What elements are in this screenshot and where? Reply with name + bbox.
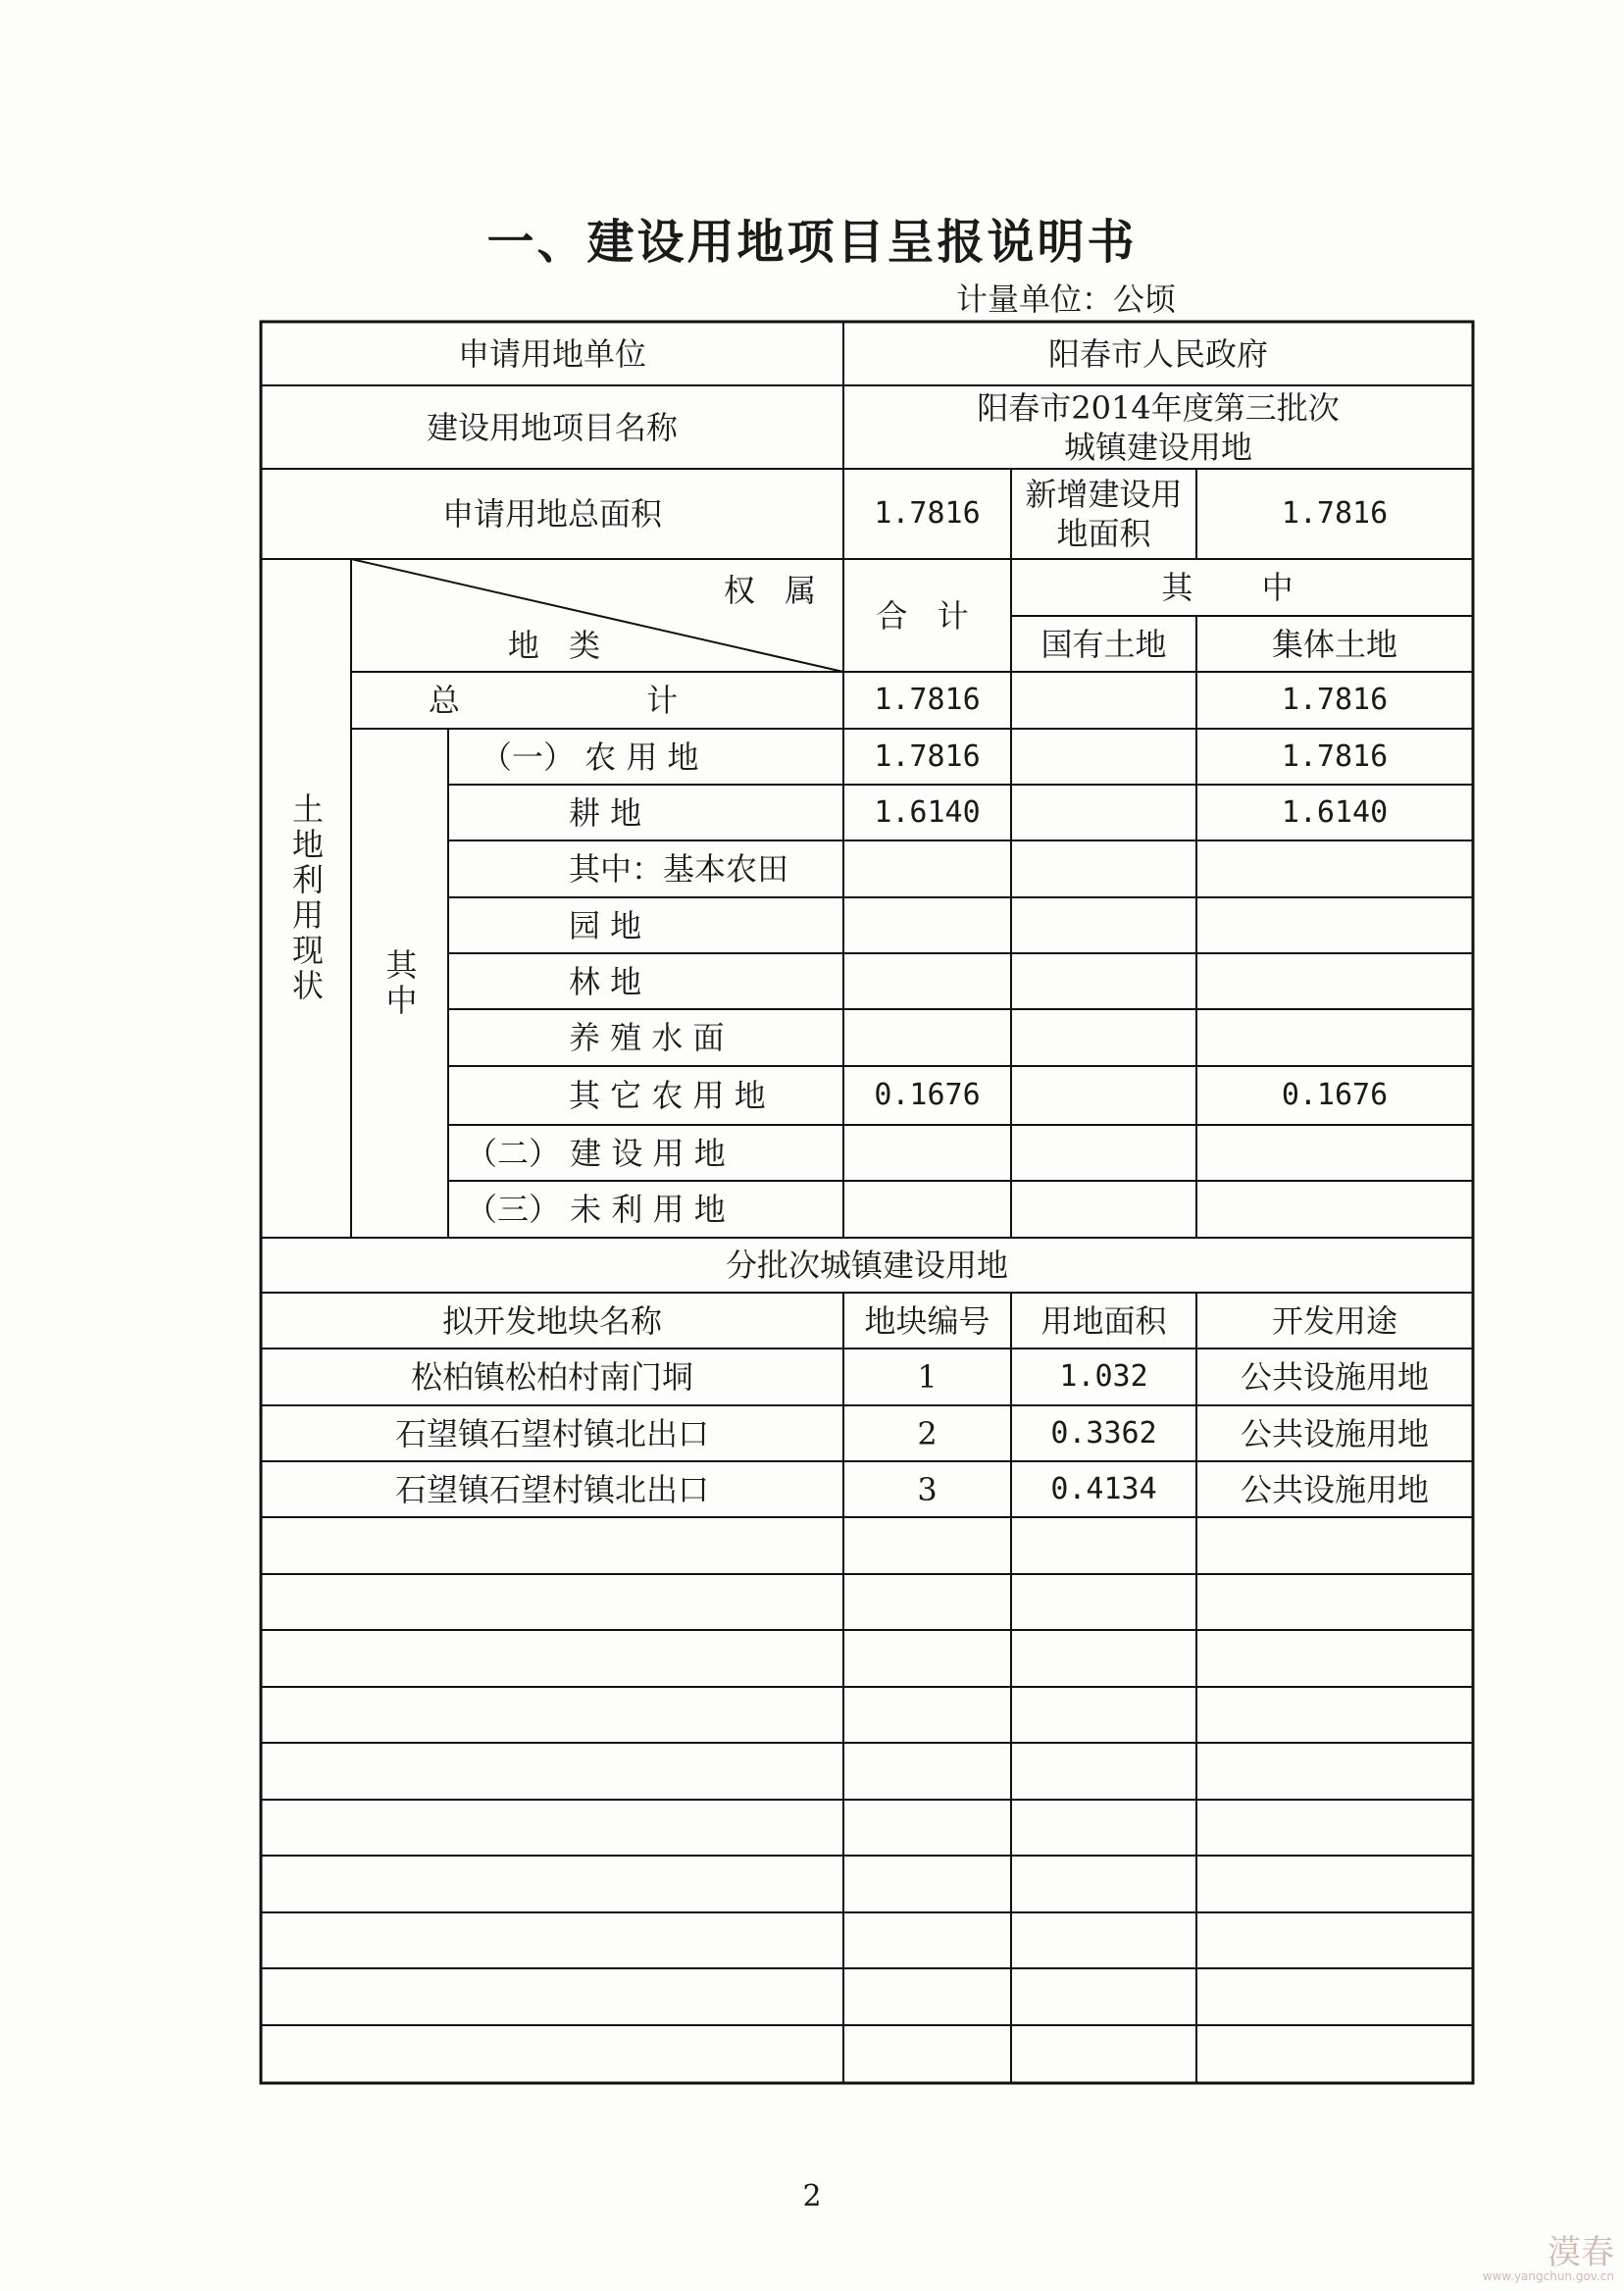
new-area-label-line1: 新增建设用 [1025,476,1183,513]
project-value [843,385,1473,469]
row-collective-cultivated: 1.6140 [1281,794,1389,830]
row-collective-forest [1196,953,1473,1009]
row-label-forest: 林 地 [569,962,642,1000]
project-label: 建设用地项目名称 [426,408,678,446]
header-total: 合 计 [876,596,979,635]
row-label-agricultural: （一） 农 用 地 [481,738,699,776]
row-state-garden [1011,897,1196,953]
row-state-cultivated [1011,785,1196,840]
row-total-unused [843,1181,1011,1238]
batch-col-use: 开发用途 [1271,1301,1397,1340]
row-label-grand-total: 总 计 [428,682,767,719]
land-use-sub-label: 其中 [381,947,419,1019]
row-state-other-agricultural [1011,1066,1196,1125]
new-area-label [1011,469,1196,559]
row-collective-agricultural: 1.7816 [1281,738,1389,774]
batch-row-3-area: 0.4134 [1050,1471,1157,1506]
batch-row-3-name: 石望镇石望村镇北出口 [394,1470,709,1508]
row-total-grand-total: 1.7816 [874,683,981,717]
row-collective-aquaculture [1196,1009,1473,1066]
row-collective-other-agricultural: 0.1676 [1281,1078,1389,1112]
batch-col-number: 地块编号 [864,1301,990,1340]
row-total-basic-farmland [843,840,1011,897]
batch-row-3-number: 3 [917,1470,938,1508]
header-ownership: 权 属 [723,572,827,609]
row-label-aquaculture: 养 殖 水 面 [569,1019,725,1056]
row-state-aquaculture [1011,1009,1196,1066]
watermark-mark: 漠春 [1548,2233,1614,2272]
batch-section-label: 分批次城镇建设用地 [725,1247,1008,1284]
batch-row-3-use: 公共设施用地 [1240,1470,1429,1508]
row-state-unused [1011,1181,1196,1238]
row-label-basic-farmland: 其中：基本农田 [569,850,789,888]
row-label-construction: （二） 建 设 用 地 [466,1134,726,1172]
row-state-agricultural [1011,729,1196,785]
batch-row-1-use: 公共设施用地 [1240,1358,1429,1396]
row-state-basic-farmland [1011,840,1196,897]
total-area-value: 1.7816 [874,496,981,531]
row-state-forest [1011,953,1196,1009]
project-value-line2: 城镇建设用地 [1063,428,1252,466]
row-collective-garden [1196,897,1473,953]
row-total-forest [843,953,1011,1009]
document-title: 一、建设用地项目呈报说明书 [486,215,1138,270]
row-state-construction [1011,1125,1196,1181]
row-label-other-agricultural: 其 它 农 用 地 [569,1077,766,1114]
row-collective-grand-total: 1.7816 [1281,683,1389,717]
header-category: 地 类 [507,627,611,664]
batch-col-area: 用地面积 [1040,1301,1167,1340]
row-label-cultivated: 耕 地 [569,793,642,832]
batch-col-name: 拟开发地块名称 [441,1301,662,1340]
watermark-logo [1477,2233,1614,2283]
unit-label: 计量单位：公顷 [956,280,1177,318]
new-area-value: 1.7816 [1281,496,1389,531]
new-area-label-line2: 地面积 [1056,515,1151,552]
batch-row-2-name: 石望镇石望村镇北出口 [394,1414,709,1452]
batch-row-2-area: 0.3362 [1050,1415,1157,1451]
row-total-agricultural: 1.7816 [874,738,981,774]
row-total-construction [843,1125,1011,1181]
applicant-value: 阳春市人民政府 [1047,334,1268,373]
row-collective-construction [1196,1125,1473,1181]
row-total-cultivated: 1.6140 [874,794,981,830]
land-use-section-label: 土地利用现状 [287,792,325,1004]
batch-row-2-number: 2 [917,1414,938,1452]
batch-row-2-use: 公共设施用地 [1240,1414,1429,1452]
header-of-which: 其 中 [1161,569,1323,606]
row-label-garden: 园 地 [569,906,642,944]
row-state-grand-total [1011,672,1196,729]
row-collective-unused [1196,1181,1473,1238]
row-collective-basic-farmland [1196,840,1473,897]
total-area-label: 申请用地总面积 [441,495,662,533]
project-value-line1: 阳春市2014年度第三批次 [977,388,1340,427]
watermark-url: www.yangchun.gov.cn [1482,2269,1614,2283]
batch-row-1-name: 松柏镇松柏村南门垌 [410,1358,693,1396]
header-collective-land: 集体土地 [1271,625,1397,663]
row-total-aquaculture [843,1009,1011,1066]
row-label-unused: （三） 未 利 用 地 [466,1191,726,1228]
batch-row-1-number: 1 [917,1358,938,1396]
row-total-other-agricultural: 0.1676 [874,1078,981,1112]
applicant-label: 申请用地单位 [457,334,646,373]
row-total-garden [843,897,1011,953]
batch-row-1-area: 1.032 [1059,1359,1148,1394]
page-number: 2 [802,2179,822,2214]
header-state-land: 国有土地 [1040,625,1167,663]
